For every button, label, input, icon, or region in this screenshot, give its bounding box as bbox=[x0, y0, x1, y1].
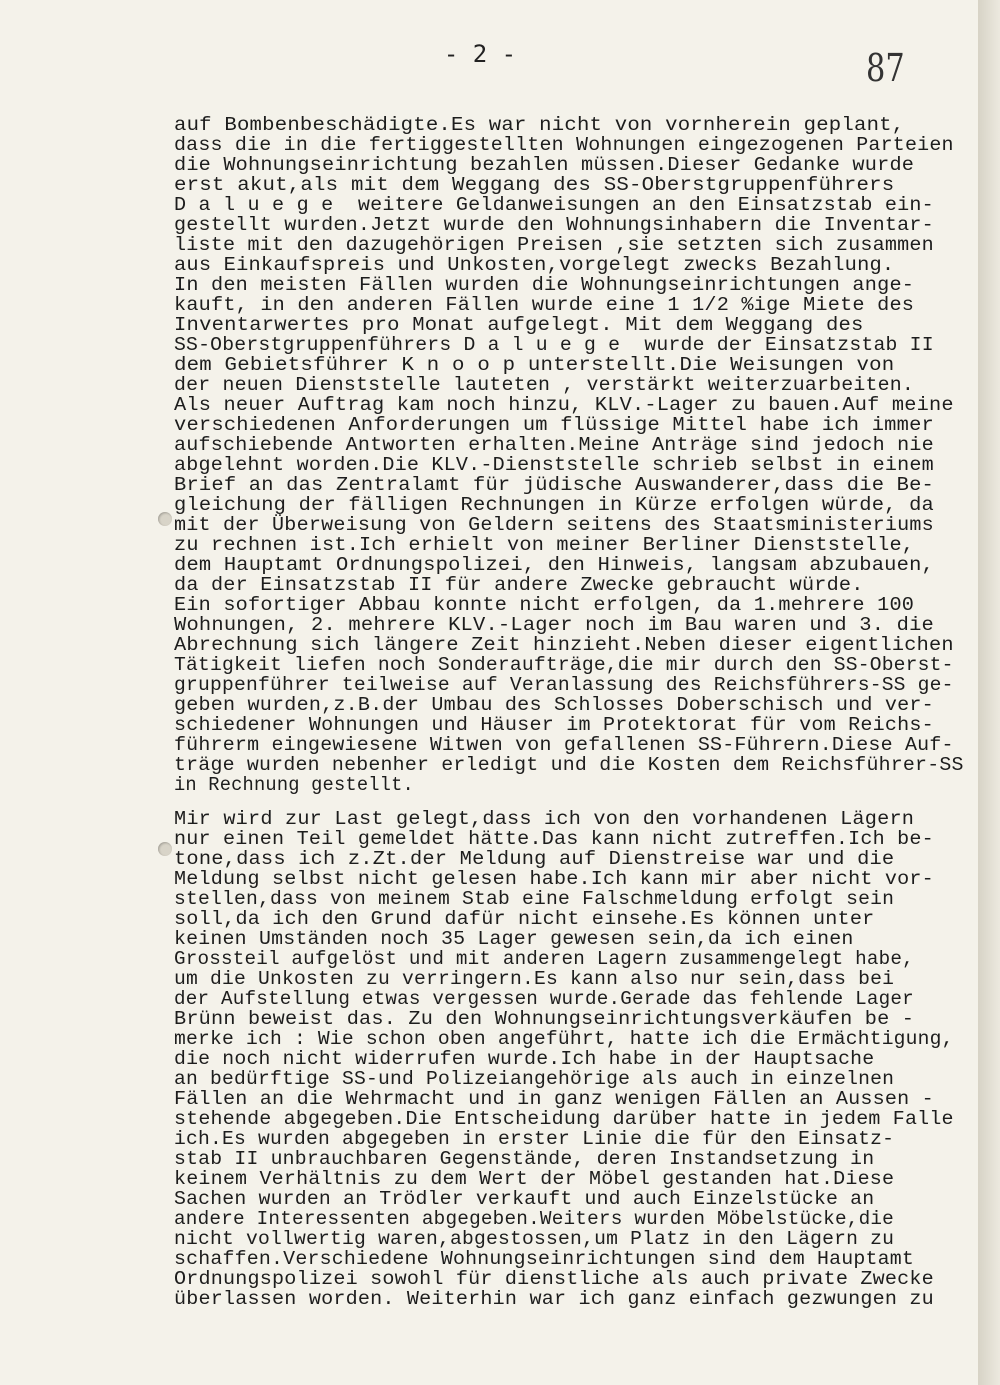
text-line: gruppenführer teilweise auf Veranlassung des Reichsführers-SS ge- bbox=[174, 674, 954, 696]
text-line: keinen Umständen noch 35 Lager gewesen sein,da ich einen bbox=[174, 928, 854, 950]
text-line: mit der Überweisung von Geldern seitens des Staatsministeriums bbox=[174, 514, 934, 536]
text-line: Grossteil aufgelöst und mit anderen Lagern zusammengelegt habe, bbox=[174, 948, 914, 970]
text-line: um die Unkosten zu verringern.Es kann also nur sein,dass bei bbox=[174, 968, 895, 990]
text-line: führerm eingewiesene Witwen von gefallenen SS-Führern.Diese Auf- bbox=[174, 734, 954, 756]
punch-hole bbox=[158, 842, 172, 856]
text-line: träge wurden nebenher erledigt und die Kosten dem Reichsführer-SS bbox=[174, 754, 964, 776]
text-line: Mir wird zur Last gelegt,dass ich von den vorhandenen Lägern bbox=[174, 808, 915, 830]
text-line: kauft, in den anderen Fällen wurde eine 1 1/2 %ige Miete des bbox=[174, 294, 915, 316]
text-line: stab II unbrauchbaren Gegenstände, deren Instandsetzung in bbox=[174, 1148, 875, 1170]
text-line: Tätigkeit liefen noch Sonderaufträge,die mir durch den SS-Oberst- bbox=[174, 654, 954, 676]
text-line: Fällen an die Wehrmacht und in ganz wenigen Fällen an Aussen - bbox=[174, 1088, 934, 1110]
text-line: gleichung der fälligen Rechnungen in Kürze erfolgen würde, da bbox=[174, 494, 935, 516]
text-line: SS-Oberstgruppenführers D a l u e g e wurde der Einsatzstab II bbox=[174, 334, 934, 356]
text-line: Abrechnung sich längere Zeit hinzieht.Neben dieser eigentlichen bbox=[174, 634, 954, 656]
text-line: zu rechnen ist.Ich erhielt von meiner Berliner Dienststelle, bbox=[174, 534, 915, 556]
text-line: Brünn beweist das. Zu den Wohnungseinrichtungsverkäufen be - bbox=[174, 1008, 915, 1030]
text-line: schiedener Wohnungen und Häuser im Protektorat für vom Reichs- bbox=[174, 714, 934, 736]
text-line: geben wurden,z.B.der Umbau des Schlosses Doberschisch und ver- bbox=[174, 694, 934, 716]
page-number: - 2 - bbox=[443, 40, 517, 68]
text-line: gestellt wurden.Jetzt wurde den Wohnungsinhabern die Inventar- bbox=[174, 214, 934, 236]
text-line: überlassen worden. Weiterhin war ich ganz einfach gezwungen zu bbox=[174, 1288, 934, 1310]
text-line: die noch nicht widerrufen wurde.Ich habe in der Hauptsache bbox=[174, 1048, 875, 1070]
text-line: auf Bombenbeschädigte.Es war nicht von vornherein geplant, bbox=[174, 114, 905, 136]
text-line: abgelehnt worden.Die KLV.-Dienststelle schrieb selbst in einem bbox=[174, 454, 934, 476]
text-line: stellen,dass von meinem Stab eine Falschmeldung erfolgt sein bbox=[174, 888, 895, 910]
text-line: der neuen Dienststelle lauteten , verstärkt weiterzuarbeiten. bbox=[174, 374, 915, 396]
text-line: Brief an das Zentralamt für jüdische Auswanderer,dass die Be- bbox=[174, 474, 935, 496]
text-line: verschiedenen Anforderungen um flüssige Mittel habe ich immer bbox=[174, 414, 935, 436]
text-line: schaffen.Verschiedene Wohnungseinrichtungen sind dem Hauptamt bbox=[174, 1248, 915, 1270]
text-line: stehende abgegeben.Die Entscheidung darüber hatte in jedem Falle bbox=[174, 1108, 954, 1130]
text-line: erst akut,als mit dem Weggang des SS-Oberstgruppenführers bbox=[174, 174, 895, 196]
text-line: merke ich : Wie schon oben angeführt, hatte ich die Ermächtigung, bbox=[174, 1028, 954, 1050]
folio-number: 87 bbox=[866, 46, 905, 90]
text-line: die Wohnungseinrichtung bezahlen müssen.Dieser Gedanke wurde bbox=[174, 154, 915, 176]
text-line: dem Gebietsführer K n o o p unterstellt.Die Weisungen von bbox=[174, 354, 895, 376]
punch-hole bbox=[158, 512, 172, 526]
text-line: in Rechnung gestellt. bbox=[174, 774, 414, 796]
text-line: nicht vollwertig waren,abgestossen,um Platz in den Lägern zu bbox=[174, 1228, 895, 1250]
text-line: liste mit den dazugehörigen Preisen ,sie setzten sich zusammen bbox=[174, 234, 934, 256]
text-line: dass die in die fertiggestellten Wohnungen eingezogenen Parteien bbox=[174, 134, 954, 156]
text-line: keinem Verhältnis zu dem Wert der Möbel gestanden hat.Diese bbox=[174, 1168, 895, 1190]
text-line: nur einen Teil gemeldet hätte.Das kann nicht zutreffen.Ich be- bbox=[174, 828, 934, 850]
text-line: der Aufstellung etwas vergessen wurde.Gerade das fehlende Lager bbox=[174, 988, 914, 1010]
page-edge bbox=[978, 0, 1000, 1385]
text-line: an bedürftige SS-und Polizeiangehörige als auch in einzelnen bbox=[174, 1068, 895, 1090]
text-line: soll,da ich den Grund dafür nicht einsehe.Es können unter bbox=[174, 908, 875, 930]
text-line: da der Einsatzstab II für andere Zwecke gebraucht würde. bbox=[174, 574, 864, 596]
text-line: Als neuer Auftrag kam noch hinzu, KLV.-Lager zu bauen.Auf meine bbox=[174, 394, 954, 416]
text-line: Ein sofortiger Abbau konnte nicht erfolgen, da 1.mehrere 100 bbox=[174, 594, 915, 616]
text-line: tone,dass ich z.Zt.der Meldung auf Dienstreise war und die bbox=[174, 848, 895, 870]
text-line: andere Interessenten abgegeben.Weiters wurden Möbelstücke,die bbox=[174, 1208, 895, 1230]
text-line: Meldung selbst nicht gelesen habe.Ich kann mir aber nicht vor- bbox=[174, 868, 934, 890]
text-line: dem Hauptamt Ordnungspolizei, den Hinweis, langsam abzubauen, bbox=[174, 554, 935, 576]
text-line: aus Einkaufspreis und Unkosten,vorgelegt zwecks Bezahlung. bbox=[174, 254, 895, 276]
text-line: Inventarwertes pro Monat aufgelegt. Mit dem Weggang des bbox=[174, 314, 864, 336]
text-line: Ordnungspolizei sowohl für dienstliche als auch private Zwecke bbox=[174, 1268, 934, 1290]
text-line: D a l u e g e weitere Geldanweisungen an den Einsatzstab ein- bbox=[174, 194, 934, 216]
text-line: ich.Es wurden abgegeben in erster Linie die für den Einsatz- bbox=[174, 1128, 895, 1150]
text-line: Wohnungen, 2. mehrere KLV.-Lager noch im Bau waren und 3. die bbox=[174, 614, 935, 636]
text-line: Sachen wurden an Trödler verkauft und auch Einzelstücke an bbox=[174, 1188, 875, 1210]
text-line: aufschiebende Antworten erhalten.Meine Anträge sind jedoch nie bbox=[174, 434, 934, 456]
text-line: In den meisten Fällen wurden die Wohnungseinrichtungen ange- bbox=[174, 274, 915, 296]
